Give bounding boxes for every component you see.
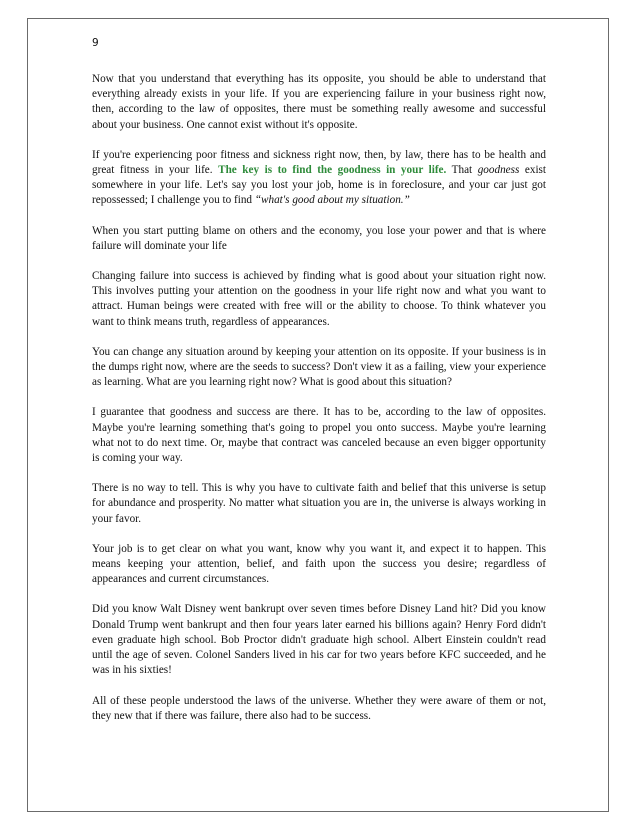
quote-italic: “what's good about my situation.” xyxy=(254,194,410,207)
key-highlight: The key is to find the goodness in your life. xyxy=(218,164,447,177)
goodness-italic: goodness xyxy=(477,164,520,177)
paragraph-1: Now that you understand that everything has its opposite, you should be able to understand that everything already exists in your life. If you are experiencing failure in your business right now, then, according to the law of opposites, there must be something really awesome and successful about your business. One cannot exist without it's opposite. xyxy=(92,73,546,131)
paragraph-4: Changing failure into success is achieved by finding what is good about your situation right now. This involves putting your attention on the goodness in your life right now and what you want to attract. Human beings were created with free will or the ability to choose. To think whatever you want to think means truth, regardless of appearances. xyxy=(92,270,546,328)
paragraph-9: Did you know Walt Disney went bankrupt over seven times before Disney Land hit? Did you know Donald Trump went bankrupt and then four years later earned his billions again? Henry Ford didn't even graduate high school. Bob Proctor didn't graduate high school. Albert Einstein couldn't read until the age of seven. Colonel Sanders lived in his car for two years before KFC succeeded, and he was in his sixties! xyxy=(92,603,546,677)
paragraph-5: You can change any situation around by keeping your attention on its opposite. If your business is in the dumps right now, where are the seeds to success? Don't view it as a failing, view your experience as learning. What are you learning right now? What is good about this situation? xyxy=(92,345,546,389)
body-text xyxy=(92,72,546,739)
paragraph-7: There is no way to tell. This is why you have to cultivate faith and belief that this universe is setup for abundance and prosperity. No matter what situation you are in, the universe is always working in your favor. xyxy=(92,482,546,525)
paragraph-8: Your job is to get clear on what you want, know why you want it, and expect it to happen. This means keeping your attention, belief, and faith upon the success you desire; regardless of appearances and current circumstances. xyxy=(92,542,546,586)
paragraph-2-text-b: That xyxy=(451,164,473,177)
paragraph-3: When you start putting blame on others and the economy, you lose your power and that is where failure will dominate your life xyxy=(92,224,546,252)
paragraph-2-text-a: If you're experiencing poor fitness and sickness right now, then, by law, there has to be health and great fitness in your life. xyxy=(92,148,546,177)
page-number: 9 xyxy=(92,37,99,49)
paragraph-2 xyxy=(92,148,546,209)
paragraph-6: I guarantee that goodness and success are there. It has to be, according to the law of opposites. Maybe you're learning something that's going to propel you onto success. Maybe you're learning what not to do next time. Or, maybe that contract was canceled because an even bigger opportunity is coming your way. xyxy=(92,406,546,465)
paragraph-2-text-c: exist somewhere in your life. Let's say you lost your job, home is in foreclosure, and your car just got repossessed; I challenge you to find xyxy=(92,164,547,207)
paragraph-10: All of these people understood the laws of the universe. Whether they were aware of them or not, they new that if there was failure, there also had to be success. xyxy=(92,694,546,722)
